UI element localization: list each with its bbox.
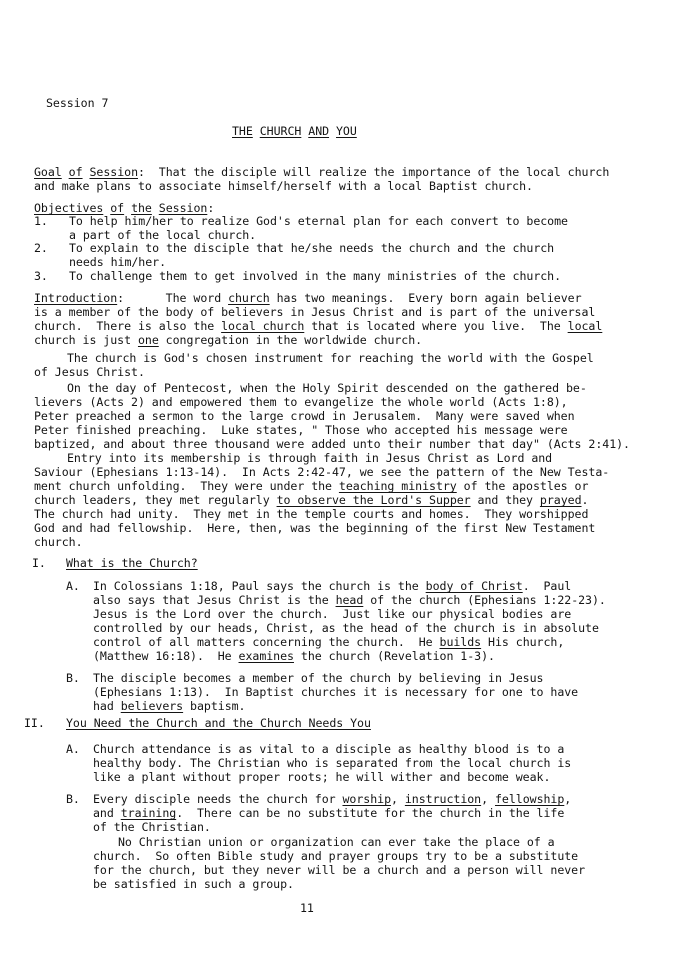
text-run [329,124,336,138]
section-line [93,686,578,699]
section-line [93,807,564,820]
text-run: for the church, but they never will be a church and a person will never [93,863,586,877]
underlined-text: Goal [34,165,62,179]
text-run: : That the disciple will realize the importance of the local church [138,165,610,179]
item-label [66,793,80,806]
underlined-text: one [137,333,159,347]
intro-line [34,292,582,305]
section-line [93,700,245,713]
text-run: (Matthew 16:18). He [93,649,239,663]
text-run: has two meanings. Every born again believer [269,291,582,305]
text-run: a part of the local church. [69,228,257,242]
goal-line [34,166,609,179]
intro-line [67,352,594,365]
underlined-text: Session [158,201,208,215]
section-heading [66,717,371,730]
underlined-text: training [120,806,177,820]
underlined-text: to observe the Lord's Supper [276,493,471,507]
objective-number [34,242,48,255]
text-run: Church attendance is as vital to a disciple as healthy blood is to a [93,742,565,756]
text-run: 1. [34,214,48,228]
objective-line [69,215,568,228]
text-run: The church is God's chosen instrument for reaching the world with the Gospel [67,351,594,365]
goal-line [34,180,533,193]
intro-line [34,522,595,535]
text-run: II. [24,716,45,730]
text-run: needs him/her. [69,255,167,269]
text-run: . Paul [522,579,572,593]
underlined-text: Objectives [34,201,104,215]
intro-line [67,382,587,395]
underlined-text: teaching ministry [338,479,457,493]
text-run: of Jesus Christ. [34,365,145,379]
underlined-text: prayed [539,493,582,507]
text-run: Every disciple needs the church for [93,792,343,806]
text-run: : [207,201,215,215]
text-run: To explain to the disciple that he/she needs the church and the church [69,241,555,255]
section-line [93,650,495,663]
text-run: Saviour (Ephesians 1:13-14). In Acts 2:42-47, we see the pattern of the New Testa- [34,465,610,479]
text-run: church is just [34,333,138,347]
text-run: , [564,792,572,806]
objective-line [69,270,561,283]
page-title [232,125,357,138]
text-run: Peter finished preaching. Luke states, " Those who accepted his message were [34,423,568,437]
underlined-text: head [335,593,364,607]
text-run: B. [66,792,80,806]
text-run: : The word [117,291,229,305]
section-line [93,672,543,685]
text-run: church. So often Bible study and prayer groups try to be a substitute [93,849,579,863]
section-line [93,771,550,784]
underlined-text: Introduction [34,291,118,305]
text-run: 2. [34,241,48,255]
objective-number [34,270,48,283]
session-label [46,97,108,110]
text-run: On the day of Pentecost, when the Holy Spirit descended on the gathered be- [67,381,587,395]
section-line [93,608,571,621]
underlined-text: CHURCH [259,124,302,138]
text-run: . There can be no substitute for the church in the life [176,806,565,820]
section-line [93,594,606,607]
underlined-text: local [567,319,603,333]
section-numeral [24,717,45,730]
item-label [66,743,80,756]
text-run: is a member of the body of believers in Jesus Christ and is part of the universal [34,305,596,319]
underlined-text: YOU [336,124,357,138]
text-run [152,201,159,215]
underlined-text: body of Christ [425,579,523,593]
underlined-text: builds [439,635,482,649]
text-run: that is located where you live. The [304,319,568,333]
section-line [118,836,555,849]
item-label [66,672,80,685]
text-run: Session 7 [46,96,109,110]
underlined-text: believers [120,699,184,713]
text-run: I. [32,556,46,570]
text-run: baptized, and about three thousand were added unto their number that day" (Acts 2:41). [34,437,630,451]
section-line [93,636,564,649]
text-run: healthy body. The Christian who is separated from the local church is [93,756,572,770]
text-run: A. [66,579,80,593]
text-run: and make plans to associate himself/herself with a local Baptist church. [34,179,533,193]
text-run: and they [470,493,540,507]
text-run: Peter preached a sermon to the large crowd in Jerusalem. Many were saved when [34,409,575,423]
text-run: of the Christian. [93,820,211,834]
intro-line [34,508,588,521]
underlined-text: church [228,291,270,305]
item-label [66,580,80,593]
text-run: of the apostles or [456,479,589,493]
section-line [93,793,571,806]
underlined-text: instruction [404,792,482,806]
page-number [300,902,314,915]
intro-line [34,410,575,423]
objective-line [69,256,166,269]
objective-number [34,215,48,228]
intro-line [34,306,595,319]
intro-line [34,480,588,493]
text-run: God and had fellowship. Here, then, was the beginning of the first New Testament [34,521,596,535]
section-line [93,864,585,877]
text-run: Jesus is the Lord over the church. Just like our physical bodies are [93,607,572,621]
text-run: of the church (Ephesians 1:22-23). [363,593,606,607]
intro-line [67,452,552,465]
intro-line [34,536,83,549]
section-line [93,757,571,770]
text-run: congregation in the worldwide church. [158,333,423,347]
text-run: To help him/her to realize God's eternal plan for each convert to become [69,214,568,228]
intro-line [34,320,602,333]
text-run: The church had unity. They met in the temple courts and homes. They worshipped [34,507,589,521]
section-line [93,850,578,863]
text-run: had [93,699,121,713]
text-run: Entry into its membership is through faith in Jesus Christ as Lord and [67,451,553,465]
underlined-text: of [68,165,83,179]
text-run: church leaders, they met regularly [34,493,277,507]
section-line [93,821,211,834]
text-run: also says that Jesus Christ is the [93,593,336,607]
underlined-text: worship [342,792,391,806]
text-run: , [481,792,495,806]
intro-line [34,396,568,409]
text-run: The disciple becomes a member of the church by believing in Jesus [93,671,544,685]
underlined-text: the [131,201,152,215]
text-run: church. [34,535,83,549]
intro-line [34,424,568,437]
intro-line [34,494,588,507]
text-run: A. [66,742,80,756]
text-run: In Colossians 1:18, Paul says the church is the [93,579,426,593]
underlined-text: of [110,201,125,215]
underlined-text: What is the Church? [66,556,198,570]
intro-line [34,438,630,451]
section-line [93,743,564,756]
section-line [93,878,294,891]
intro-line [34,366,145,379]
text-run: To challenge them to get involved in the many ministries of the church. [69,269,562,283]
text-run: be satisfied in such a group. [93,877,294,891]
text-run: like a plant without proper roots; he will wither and become weak. [93,770,551,784]
underlined-text: AND [308,124,330,138]
section-line [93,622,599,635]
text-run [62,165,69,179]
intro-line [34,466,609,479]
text-run: . [581,493,589,507]
underlined-text: fellowship [494,792,565,806]
text-run: the church (Revelation 1-3). [293,649,495,663]
text-run: 11 [300,901,314,915]
underlined-text: You Need the Church and the Church Needs You [66,716,371,730]
underlined-text: local church [221,319,305,333]
text-run: , [391,792,405,806]
text-run: control of all matters concerning the church. He [93,635,440,649]
text-run: church. There is also the [34,319,222,333]
text-run: B. [66,671,80,685]
text-run: ment church unfolding. They were under the [34,479,339,493]
underlined-text: Session [89,165,138,179]
text-run [253,124,260,138]
text-run: lievers (Acts 2) and empowered them to evangelize the whole world (Acts 1:8), [34,395,568,409]
text-run: 3. [34,269,48,283]
section-line [93,580,571,593]
underlined-text: examines [238,649,294,663]
section-numeral [32,557,46,570]
objective-line [69,242,554,255]
text-run: No Christian union or organization can ever take the place of a [118,835,555,849]
text-run: His church, [481,635,565,649]
text-run: (Ephesians 1:13). In Baptist churches it is necessary for one to have [93,685,579,699]
text-run: baptism. [183,699,246,713]
underlined-text: THE [232,124,253,138]
intro-line [34,334,422,347]
section-heading [66,557,198,570]
text-run: controlled by our heads, Christ, as the head of the church is in absolute [93,621,599,635]
text-run: and [93,806,121,820]
